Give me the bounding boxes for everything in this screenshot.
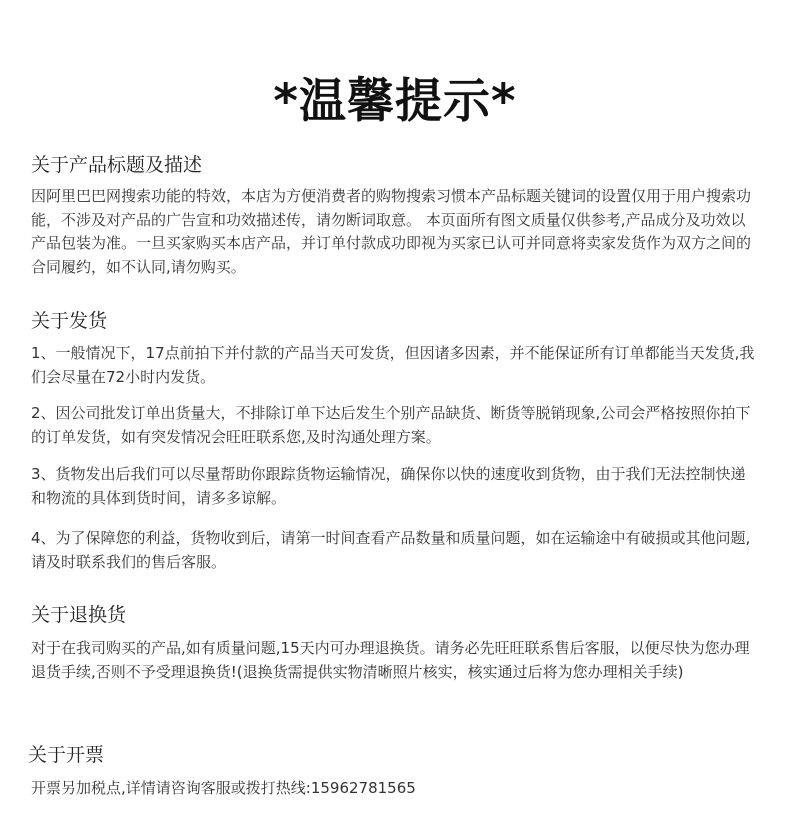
invoice-paragraph: 开票另加税点,详情请咨询客服或拨打热线:15962781565 <box>31 779 416 797</box>
page-title: *温馨提示* <box>273 74 517 129</box>
shipping-item-2: 2、因公司批发订单出货量大，不排除订单下达后发生个别产品缺货、断货等脱销现象,公司会严格按照你拍下的订单发货，如有突发情况会旺旺联系您,及时沟通处理方案。 <box>31 404 751 446</box>
section-heading-returns: 关于退换货 <box>31 604 127 626</box>
section-heading-invoice: 关于开票 <box>28 744 105 766</box>
shipping-item-3: 3、货物发出后我们可以尽量帮助你跟踪货物运输情况，确保你以快的速度收到货物，由于我们无法控制快递和物流的具体到货时间，请多多谅解。 <box>31 465 746 507</box>
product-description-paragraph: 因阿里巴巴网搜索功能的特效，本店为方便消费者的购物搜索习惯本产品标题关键词的设置仅用于用户搜索功能，不涉及对产品的广告宣和功效描述传，请勿断词取意。 本页面所有图文质量仅供参考,产品成分及功效以产品包装为准。一旦买家购买本店产品，并订单付款成功即视为买家已认可并同意将卖家发货作为双方之间的合同履约，如不认同,请勿购买。 <box>31 187 752 276</box>
section-heading-product-description: 关于产品标题及描述 <box>31 154 203 176</box>
shipping-item-4: 4、为了保障您的利益，货物收到后，请第一时间查看产品数量和质量问题，如在运输途中有破损或其他问题,请及时联系我们的售后客服。 <box>31 529 751 571</box>
returns-paragraph: 对于在我司购买的产品,如有质量问题,15天内可办理退换货。请务必先旺旺联系售后客服，以便尽快为您办理退货手续,否则不予受理退换货!(退换货需提供实物清晰照片核实，核实通过后将为您办理相关手续) <box>31 639 750 681</box>
shipping-item-1: 1、一般情况下，17点前拍下并付款的产品当天可发货，但因诸多因素，并不能保证所有订单都能当天发货,我们会尽量在72小时内发货。 <box>31 344 755 386</box>
section-heading-shipping: 关于发货 <box>31 310 108 332</box>
